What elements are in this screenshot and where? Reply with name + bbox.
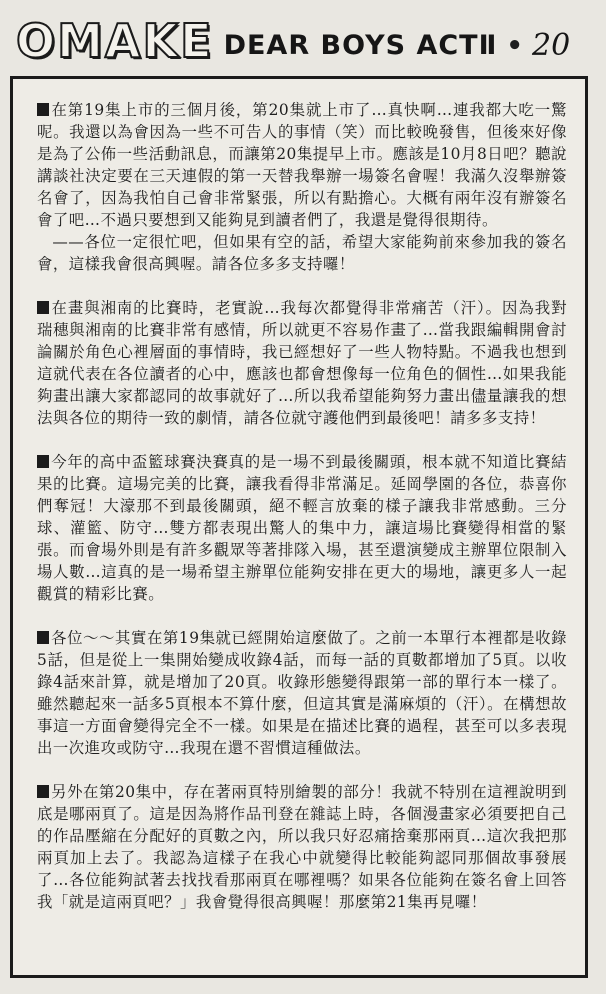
- text-frame: [10, 76, 588, 978]
- page-header: [16, 6, 596, 66]
- paragraph-5-text: 另外在第20集中，存在著兩頁特別繪製的部分！我就不特別在這裡說明到底是哪兩頁了。這是因為將作品刊登在雜誌上時，各個漫畫家必須要把自己的作品壓縮在分配好的頁數之內，所以我只好忍痛捨棄那兩頁…這次我把那兩頁加上去了。我認為這樣子在我心中就變得比較能夠認同那個故事發展了…各位能夠試著去找找看那兩頁在哪裡嗎？如果各位能夠在簽名會上回答我「就是這兩頁吧？」我會覺得很高興喔！那麼第21集再見囉！: [37, 783, 567, 911]
- paragraph-2: [37, 297, 567, 429]
- bullet-square-icon: [37, 301, 49, 314]
- paragraph-3-text: 今年的高中盃籃球賽決賽真的是一場不到最後關頭，根本就不知道比賽結果的比賽。這場完美的比賽，讓我看得非常滿足。延岡學園的各位，恭喜你們奪冠！大濠那不到最後關頭，絕不輕言放棄的樣子讓我非常感動。三分球、灌籃、防守…雙方都表現出驚人的集中力，讓這場比賽變得相當的緊張。而會場外則是有許多觀眾等著排隊入場，甚至還演變成主辦單位限制入場人數…這真的是一場希望主辦單位能夠安排在更大的場地，讓更多人一起觀賞的精彩比賽。: [37, 453, 567, 603]
- page-number: 20: [532, 28, 571, 63]
- bullet-square-icon: [37, 785, 49, 798]
- paragraph-1: [37, 99, 567, 231]
- bullet-square-icon: [37, 631, 49, 644]
- afterword-content: [37, 99, 567, 935]
- paragraph-4: [37, 627, 567, 759]
- bullet-square-icon: [37, 103, 49, 116]
- title-separator: •: [506, 31, 524, 61]
- paragraph-1-continuation: ——各位一定很忙吧，但如果有空的話，希望大家能夠前來參加我的簽名會，這樣我會很高興喔。請各位多多支持囉！: [37, 233, 567, 273]
- bullet-square-icon: [37, 455, 49, 468]
- series-title: DEAR BOYS ACTⅡ: [223, 30, 498, 61]
- omake-title: OMAKE: [16, 14, 214, 68]
- paragraph-2-text: 在畫與湘南的比賽時，老實說…我每次都覺得非常痛苦（汗）。因為我對瑞穗與湘南的比賽非常有感情，所以就更不容易作畫了…當我跟編輯開會討論關於角色心裡層面的事情時，我已經想好了一些人物特點。不過我也想到這就代表在各位讀者的心中，應該也都會想像每一位角色的個性…如果我能夠畫出讓大家都認同的故事就好了…所以我希望能夠努力畫出儘量讓我的想法與各位的期待一致的劇情，請各位就守護他們到最後吧！請多多支持！: [37, 299, 567, 427]
- paragraph-5: [37, 781, 567, 913]
- paragraph-1-text: 在第19集上市的三個月後，第20集就上市了…真快啊…連我都大吃一驚呢。我還以為會因為一些不可告人的事情（笑）而比較晚發售，但後來好像是為了公佈一些活動訊息，而讓第20集提早上市。應該是10月8日吧？聽說講談社決定要在三天連假的第一天替我舉辦一場簽名會喔！我滿久沒舉辦簽名會了，因為我怕自己會非常緊張，所以有點擔心。大概有兩年沒有辦簽名會了吧…不過只要想到又能夠見到讀者們了，我還是覺得很期待。: [37, 101, 567, 229]
- paragraph-4-text: 各位～～其實在第19集就已經開始這麼做了。之前一本單行本裡都是收錄5話，但是從上一集開始變成收錄4話，而每一話的頁數都增加了5頁。以收錄4話來計算，就是增加了20頁。收錄形態變得跟第一部的單行本一樣了。雖然聽起來一話多5頁根本不算什麼，但這其實是滿麻煩的（汗）。在構想故事這一方面會變得完全不一樣。如果是在描述比賽的過程，甚至可以多表現出一次進攻或防守…我現在還不習慣這種做法。: [37, 629, 567, 757]
- paragraph-3: [37, 451, 567, 605]
